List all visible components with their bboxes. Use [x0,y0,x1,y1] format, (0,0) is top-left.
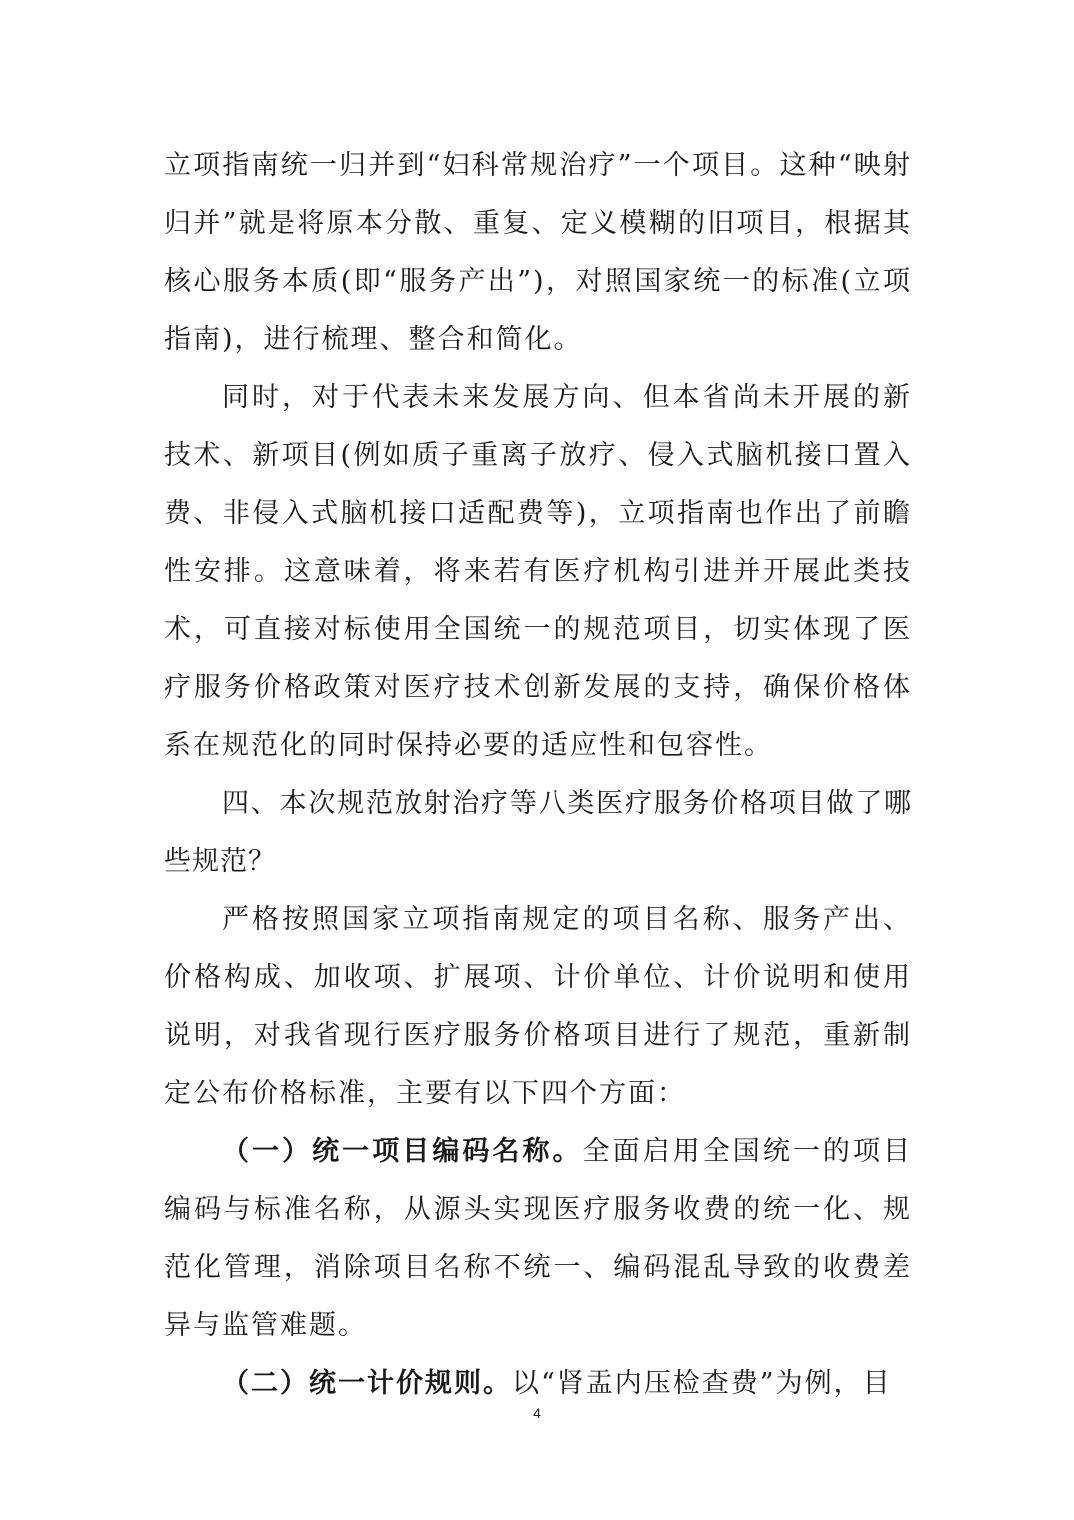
paragraph-standards [164,891,912,1123]
document-body [164,137,912,1413]
paragraph-new-technology [164,369,912,775]
paragraph-mapping-merge [164,137,912,369]
paragraph-text: 立项指南统一归并到“妇科常规治疗”一个项目。这种“映射归并”就是将原本分散、重复、定义模糊的旧项目，根据其核心服务本质(即“服务产出”)，对照国家统一的标准(立项指南)，进行梳理、整合和简化。 [164,150,912,355]
paragraph-text: 以“肾盂内压检查费”为例，目 [512,1368,892,1399]
paragraph-lead: （一）统一项目编码名称。 [222,1136,583,1167]
section-heading-four [164,775,912,891]
paragraph-text: 全面启用全国统一的项目编码与标准名称，从源头实现医疗服务收费的统一化、规范化管理，消除项目名称不统一、编码混乱导致的收费差异与监管难题。 [164,1136,913,1341]
heading-text: 四、本次规范放射治疗等八类医疗服务价格项目做了哪些规范？ [164,788,912,877]
paragraph-unified-coding [164,1123,912,1355]
page-number: 4 [533,1405,541,1421]
paragraph-text: 同时，对于代表未来发展方向、但本省尚未开展的新技术、新项目(例如质子重离子放疗、侵入式脑机接口置入费、非侵入式脑机接口适配费等)，立项指南也作出了前瞻性安排。这意味着，将来若有医疗机构引进并开展此类技术，可直接对标使用全国统一的规范项目，切实体现了医疗服务价格政策对医疗技术创新发展的支持，确保价格体系在规范化的同时保持必要的适应性和包容性。 [164,382,912,761]
paragraph-text: 严格按照国家立项指南规定的项目名称、服务产出、价格构成、加收项、扩展项、计价单位、计价说明和使用说明，对我省现行医疗服务价格项目进行了规范，重新制定公布价格标准，主要有以下四个方面： [164,904,912,1109]
paragraph-lead: （二）统一计价规则。 [222,1368,512,1399]
